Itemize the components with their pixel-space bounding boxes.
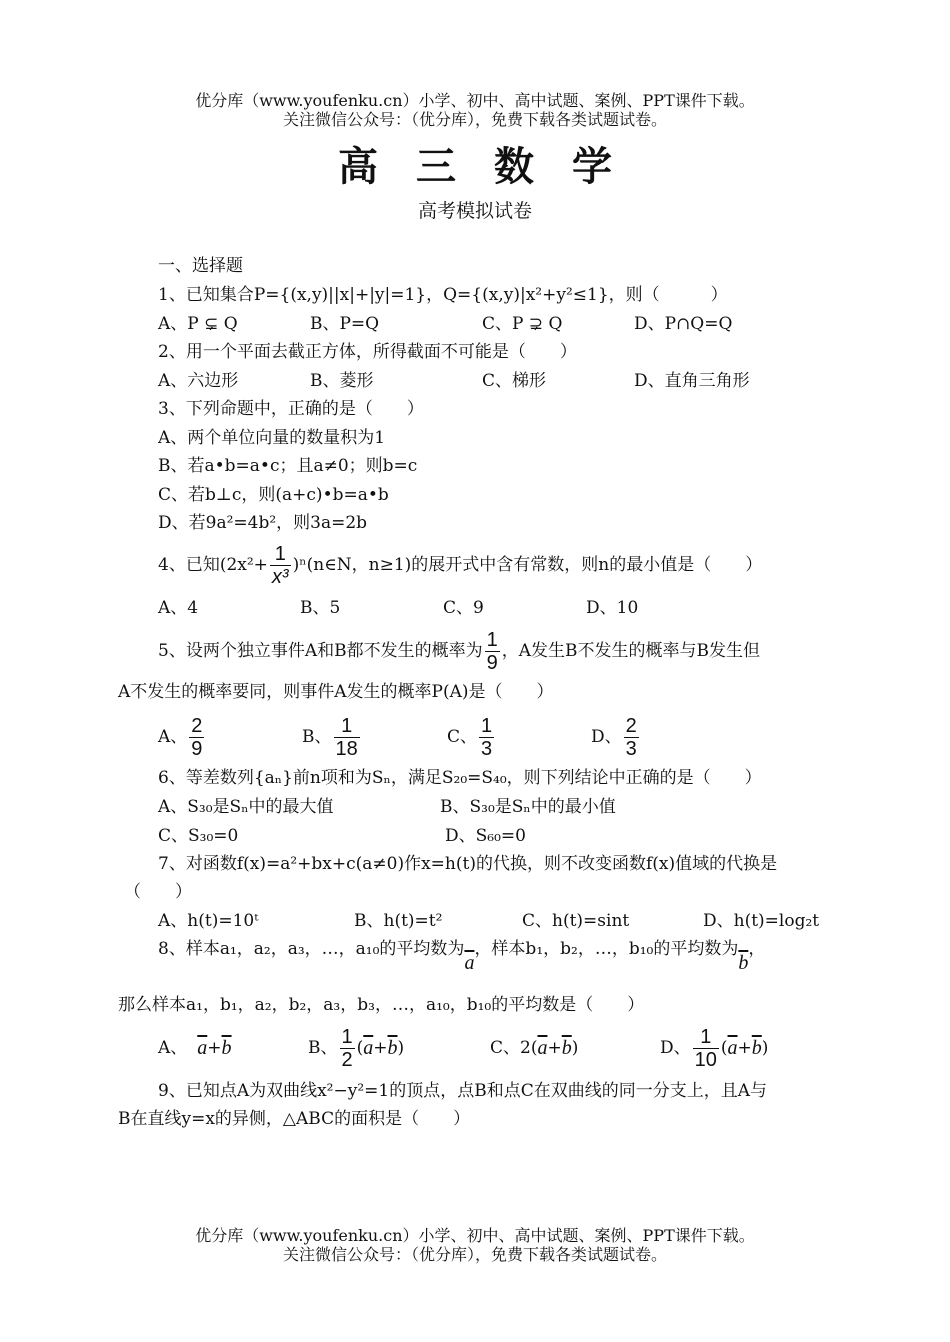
option-fraction bbox=[334, 715, 360, 760]
question-9-stem-line-2: B在直线y=x的异侧，△ABC的面积是（ ） bbox=[118, 1109, 471, 1129]
b-bar-symbol: $\overline{b}$ bbox=[387, 1037, 398, 1059]
fraction-numerator: 1 bbox=[341, 1025, 353, 1048]
question-5-option-c bbox=[447, 710, 496, 764]
option-label: A、 bbox=[158, 727, 188, 747]
option-label: A、 bbox=[158, 1038, 188, 1058]
question-8-stem-pre: 8、样本a₁，a₂，a₃，…，a₁₀的平均数为 bbox=[158, 939, 465, 959]
question-2-stem: 2、用一个平面去截正方体，所得截面不可能是（ ） bbox=[158, 342, 577, 362]
fraction-denominator: 10 bbox=[694, 1048, 717, 1071]
b-bar-symbol: $\overline{b}$ bbox=[561, 1037, 572, 1059]
question-4-stem-pre: 4、已知(2x²+ bbox=[158, 555, 268, 575]
fraction-numerator: 1 bbox=[486, 628, 498, 651]
question-9-stem: 9、已知点A为双曲线x²−y²=1的顶点，点B和点C在双曲线的同一分支上，且A与 bbox=[158, 1081, 767, 1101]
a-bar-symbol: $\overline{a}$ bbox=[464, 952, 475, 974]
question-4-option-d: D、10 bbox=[586, 598, 639, 618]
right-paren: ) bbox=[397, 1038, 405, 1058]
question-1-stem: 1、已知集合P={(x,y)||x|+|y|=1}，Q={(x,y)|x²+y²≤1}，则（ ） bbox=[158, 285, 728, 305]
question-8-option-a bbox=[158, 1022, 232, 1074]
b-bar-symbol: $\overline{b}$ bbox=[221, 1037, 232, 1059]
fraction-numerator: 2 bbox=[191, 714, 203, 737]
question-6-option-a: A、S₃₀是Sₙ中的最大值 bbox=[158, 797, 334, 817]
question-5-stem-line-2: A不发生的概率要同，则事件A发生的概率P(A)是（ ） bbox=[118, 682, 554, 702]
footer-line-2: 关注微信公众号：（优分库），免费下载各类试题试卷。 bbox=[282, 1245, 667, 1264]
fraction-denominator: 9 bbox=[191, 737, 203, 760]
question-3-option-a: A、两个单位向量的数量积为1 bbox=[158, 428, 386, 448]
option-fraction bbox=[624, 715, 639, 760]
plus-sign: + bbox=[547, 1038, 562, 1058]
option-label: D、 bbox=[660, 1038, 691, 1058]
question-8-stem-end: ， bbox=[748, 939, 766, 959]
question-3-option-b: B、若a•b=a•c；且a≠0；则b=c bbox=[158, 456, 418, 476]
option-fraction bbox=[693, 1026, 719, 1071]
question-8-stem-mid: ，样本b₁，b₂，…，b₁₀的平均数为 bbox=[474, 939, 739, 959]
plus-sign: + bbox=[737, 1038, 752, 1058]
question-5-option-b bbox=[302, 710, 362, 764]
fraction-denominator: 3 bbox=[625, 737, 637, 760]
question-4-option-b: B、5 bbox=[300, 598, 341, 618]
fraction-numerator: 1 bbox=[700, 1025, 712, 1048]
footer-line-1: 优分库（www.youfenku.cn）小学、初中、高中试题、案例、PPT课件下载。 bbox=[195, 1226, 755, 1245]
question-5-option-a bbox=[158, 710, 206, 764]
question-3-stem: 3、下列命题中，正确的是（ ） bbox=[158, 399, 424, 419]
question-7-option-c: C、h(t)=sint bbox=[522, 911, 630, 931]
left-paren: ( bbox=[530, 1038, 538, 1058]
right-paren: ) bbox=[761, 1038, 769, 1058]
fraction-numerator: 1 bbox=[274, 542, 286, 565]
question-4-option-c: C、9 bbox=[443, 598, 484, 618]
left-paren: ( bbox=[356, 1038, 364, 1058]
fraction-numerator: 2 bbox=[625, 714, 637, 737]
question-4-stem bbox=[158, 538, 762, 592]
question-6-option-d: D、S₆₀=0 bbox=[445, 826, 526, 846]
option-fraction bbox=[189, 715, 204, 760]
question-8-option-d bbox=[660, 1022, 768, 1074]
question-8-option-c bbox=[490, 1022, 578, 1074]
left-paren: ( bbox=[720, 1038, 728, 1058]
b-bar-symbol: $\overline{b}$ bbox=[738, 952, 749, 974]
question-1-option-c: C、P ⊋ Q bbox=[482, 314, 563, 334]
option-label: B、 bbox=[302, 727, 332, 747]
question-6-option-b: B、S₃₀是Sₙ中的最小值 bbox=[440, 797, 616, 817]
question-8-option-b bbox=[308, 1022, 404, 1074]
page-subtitle: 高考模拟试卷 bbox=[417, 200, 532, 222]
question-7-option-a: A、h(t)=10ᵗ bbox=[158, 911, 259, 931]
question-5-stem-pre: 5、设两个独立事件A和B都不发生的概率为 bbox=[158, 641, 483, 661]
question-6-stem: 6、等差数列{aₙ}前n项和为Sₙ，满足S₂₀=S₄₀，则下列结论中正确的是（ ） bbox=[158, 768, 762, 788]
option-label: B、 bbox=[308, 1038, 338, 1058]
question-1-option-a: A、P ⊊ Q bbox=[158, 314, 238, 334]
question-1-option-d: D、P∩Q=Q bbox=[634, 314, 733, 334]
option-fraction bbox=[479, 715, 494, 760]
question-1-option-b: B、P=Q bbox=[310, 314, 380, 334]
fraction-numerator: 1 bbox=[341, 714, 353, 737]
question-3-option-d: D、若9a²=4b²，则3a=2b bbox=[158, 513, 368, 533]
question-7-stem: 7、对函数f(x)=a²+bx+c(a≠0)作x=h(t)的代换，则不改变函数f(x)值域的代换是 bbox=[158, 854, 778, 874]
question-5-option-d bbox=[591, 710, 641, 764]
fraction-denominator: x³ bbox=[271, 565, 289, 588]
question-2-option-a: A、六边形 bbox=[158, 371, 239, 391]
question-6-option-c: C、S₃₀=0 bbox=[158, 826, 239, 846]
question-5-stem-post: ，A发生B不发生的概率与B发生但 bbox=[501, 641, 760, 661]
fraction-denominator: 2 bbox=[341, 1048, 353, 1071]
question-5-fraction bbox=[485, 629, 500, 674]
question-7-option-b: B、h(t)=t² bbox=[354, 911, 443, 931]
question-2-option-c: C、梯形 bbox=[482, 371, 547, 391]
section-heading: 一、选择题 bbox=[158, 256, 243, 276]
fraction-denominator: 9 bbox=[486, 651, 498, 674]
option-label: C、 bbox=[447, 727, 478, 747]
fraction-denominator: 18 bbox=[335, 737, 358, 760]
question-8-stem bbox=[158, 938, 765, 978]
a-bar-symbol: $\overline{a}$ bbox=[727, 1037, 738, 1059]
question-2-option-d: D、直角三角形 bbox=[634, 371, 750, 391]
a-bar-symbol: $\overline{a}$ bbox=[537, 1037, 548, 1059]
fraction-denominator: 3 bbox=[481, 737, 493, 760]
fraction-numerator: 1 bbox=[481, 714, 493, 737]
question-4-option-a: A、4 bbox=[158, 598, 199, 618]
a-bar-symbol: $\overline{a}$ bbox=[197, 1037, 208, 1059]
question-8-stem-line-2: 那么样本a₁，b₁，a₂，b₂，a₃，b₃，…，a₁₀，b₁₀的平均数是（ ） bbox=[118, 995, 645, 1015]
question-4-stem-post: )ⁿ(n∈N，n≥1)的展开式中含有常数，则n的最小值是（ ） bbox=[292, 555, 763, 575]
option-label: D、 bbox=[591, 727, 622, 747]
question-3-option-c: C、若b⊥c，则(a+c)•b=a•b bbox=[158, 485, 389, 505]
option-fraction bbox=[340, 1026, 355, 1071]
question-5-stem bbox=[158, 624, 760, 678]
option-label: C、2 bbox=[490, 1038, 531, 1058]
header-line-2: 关注微信公众号：（优分库），免费下载各类试题试卷。 bbox=[282, 110, 667, 129]
header-line-1: 优分库（www.youfenku.cn）小学、初中、高中试题、案例、PPT课件下载。 bbox=[195, 91, 755, 110]
plus-sign: + bbox=[373, 1038, 388, 1058]
a-bar-symbol: $\overline{a}$ bbox=[363, 1037, 374, 1059]
question-2-option-b: B、菱形 bbox=[310, 371, 374, 391]
page-title: 高三数学 bbox=[338, 143, 650, 190]
b-bar-symbol: $\overline{b}$ bbox=[751, 1037, 762, 1059]
question-7-option-d: D、h(t)=log₂t bbox=[703, 911, 820, 931]
plus-sign: + bbox=[207, 1038, 222, 1058]
question-4-fraction bbox=[270, 543, 291, 588]
right-paren: ) bbox=[571, 1038, 579, 1058]
question-7-answer-paren: （ ） bbox=[124, 882, 192, 902]
